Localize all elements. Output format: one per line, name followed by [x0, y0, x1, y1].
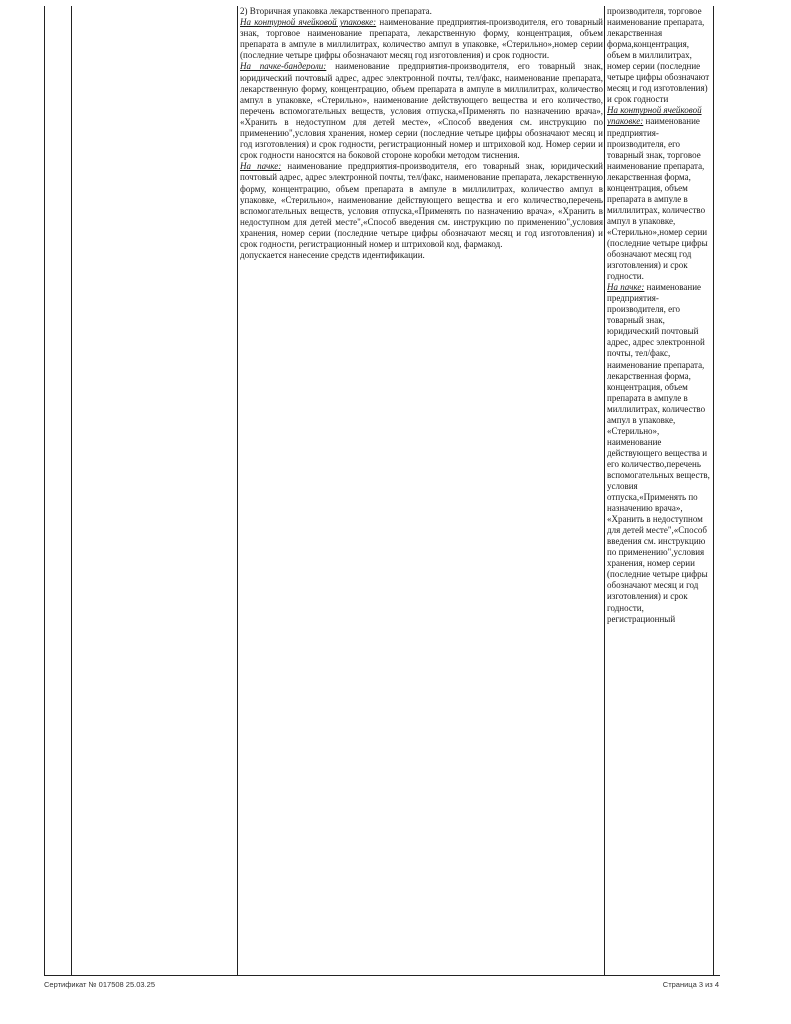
pack-paragraph: [240, 161, 603, 250]
table-border-left: [44, 6, 45, 976]
section-heading: 2) Вторичная упаковка лекарственного препарата.: [240, 6, 432, 16]
table-bottom-border: [44, 975, 720, 976]
identification-note: допускается нанесение средств идентификации.: [240, 250, 425, 261]
side-blister-paragraph: [607, 105, 711, 282]
band-pack-label: На пачке-бандероли:: [240, 61, 327, 72]
side-pack-text: наименование предприятия-производителя, его товарный знак, юридический почтовый адрес, адрес электронной почты, тел/факс, наименование препарата, лекарственная форма, концентрация, объем препарата в ампуле в миллилитрах, количество ампул в упаковке, «Стерильно», наименование действующего вещества и его количество,перечень вспомогательных веществ, условия отпуска,«Применять по назначению врача», «Хранить в недоступном для детей месте",«Способ введения см. инструкцию по применению",условия хранения, номер серии (последние четыре цифры обозначают месяц и год изготовления) и срок годности, регистрационный: [607, 282, 710, 624]
band-pack-text: наименование предприятия-производителя, его товарный знак, юридический почтовый адрес, адрес электронной почты, тел/факс, наименование препарата, лекарственную форму, концентрацию, объем препарата в ампуле в миллилитрах, количество ампул в упаковке, «Стерильно», наименование действующего вещества и его количество, перечень вспомогательных веществ, условия отпуска,«Применять по назначению врача», «Хранить в недоступном для детей месте», «Способ введения см. инструкцию по применению",условия хранения, номер серии (последние четыре цифры обозначают месяц и год изготовления) и срок годности, регистрационный номер и штриховой код. Номер серии и срок годности наносятся на боковой стороне коробки методом тиснения.: [240, 61, 603, 161]
side-paragraph-1: производителя, торговое наименование препарата, лекарственная форма,концентрация, объем в миллилитрах, номер серии (последние четыре цифры обозначают месяц и год изготовления) и срок годности: [607, 6, 710, 105]
pack-text: наименование предприятия-производителя, его товарный знак, юридический почтовый адрес, адрес электронной почты, тел/факс, наименование препарата, лекарственную форму, концентрацию, объем препарата в ампуле в миллилитрах, количество ампул в упаковке, «Стерильно», наименование действующего вещества и его количество,перечень вспомогательных веществ, условия отпуска,«Применять по назначению врача», «Хранить в недоступном для детей месте",«Способ введения см. инструкцию по применению",условия хранения, номер серии (последние четыре цифры обозначают месяц и год изготовления) и срок годности, регистрационный номер и штриховой код, фармакод.: [240, 161, 603, 249]
page-number: Страница 3 из 4: [662, 980, 719, 989]
side-blister-text: наименование предприятия-производителя, его товарный знак, торговое наименование препарата, лекарственная форма, концентрация, объем препарата в ампуле в миллилитрах, количество ампул в упаковке, «Стерильно»,номер серии (последние четыре цифры обозначают месяц год изготовления) и срок годности.: [607, 116, 708, 282]
side-blister-label: На контурной ячейковой упаковке:: [607, 105, 702, 127]
blister-paragraph: [240, 17, 603, 61]
blister-text: наименование предприятия-производителя, его товарный знак, торговое наименование препарата, лекарственную форму, концентрация, объем препарата в ампуле в миллилитрах, количество ампул в упаковке, «Стерильно»,номер серии (последние четыре цифры обозначают месяц год изготовления) и срок годности.: [240, 17, 603, 61]
table-column-divider: [604, 6, 605, 976]
packaging-text-cell: [240, 6, 603, 966]
table-border-right: [713, 6, 714, 976]
side-pack-paragraph: [607, 282, 711, 624]
blister-label: На контурной ячейковой упаковке:: [240, 17, 377, 28]
band-pack-paragraph: [240, 61, 603, 161]
certificate-number: Сертификат № 017508 25.03.25: [44, 980, 155, 989]
side-pack-label: На пачке:: [607, 282, 645, 293]
table-column-divider: [237, 6, 238, 976]
table-column-divider: [71, 6, 72, 976]
comparison-text-cell: [607, 6, 711, 972]
pack-label: На пачке:: [240, 161, 282, 172]
